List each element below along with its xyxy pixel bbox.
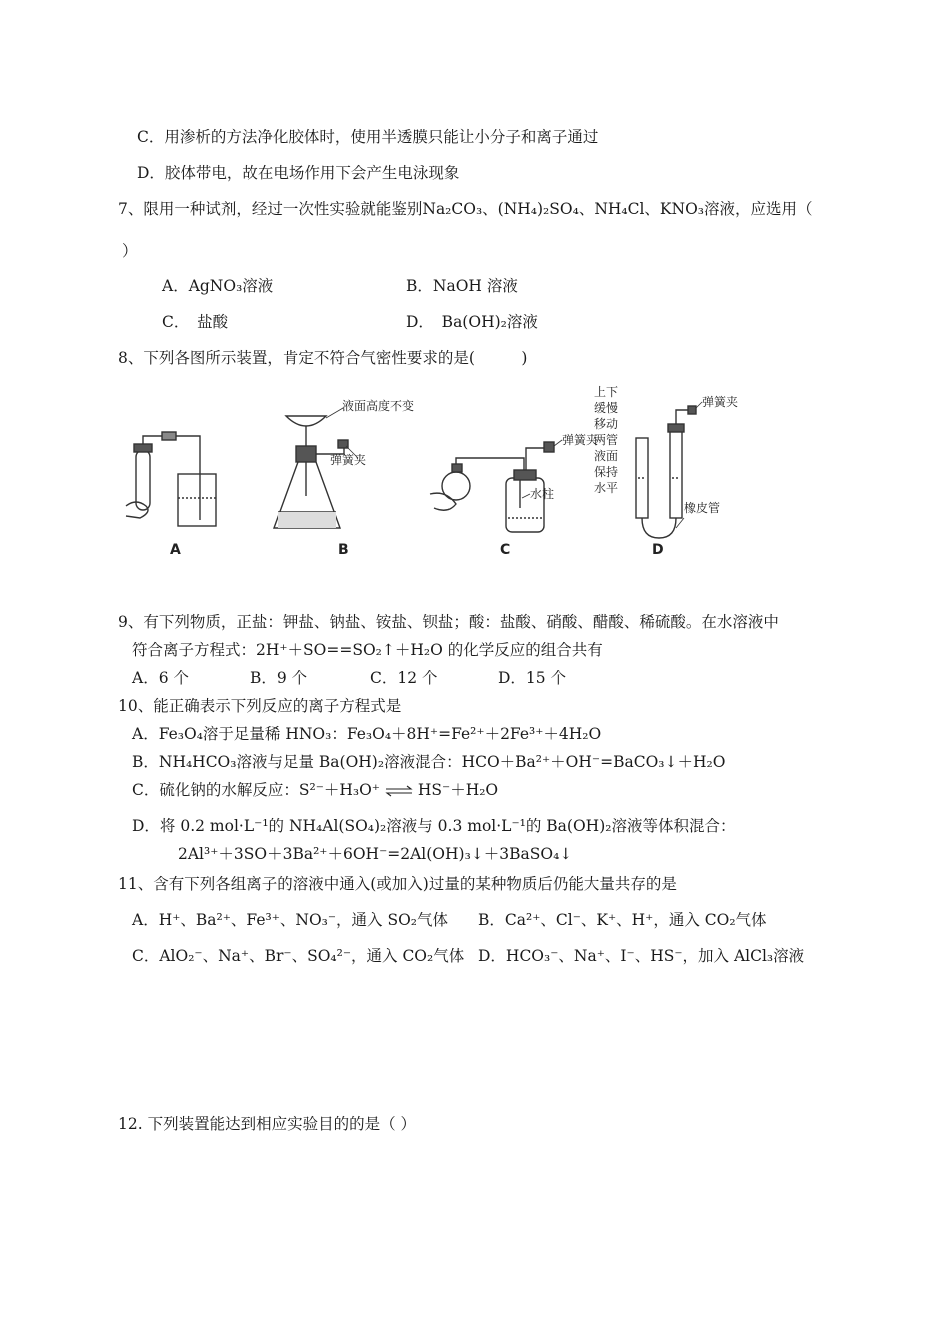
label-d: D <box>652 542 664 558</box>
q7-reagents: Na₂CO₃、(NH₄)₂SO₄、NH₄Cl、KNO₃ <box>422 200 704 218</box>
q9-option-c: C．12 个 <box>370 669 438 687</box>
q7-stem-close: ） <box>122 242 138 260</box>
q9-stem-line2: 符合离子方程式：2H⁺＋SO==SO₂↑＋H₂O 的化学反应的组合共有 <box>132 641 603 659</box>
move-text-line: 两管 <box>594 433 619 447</box>
q8-stem: 8、下列各图所示装置，肯定不符合气密性要求的是( ) <box>118 349 528 367</box>
move-text-line: 上下 <box>594 385 619 399</box>
q11-option-c: C．AlO₂⁻、Na⁺、Br⁻、SO₄²⁻，通入 CO₂气体 <box>132 947 465 965</box>
move-text-line: 缓慢 <box>594 401 619 415</box>
label-clamp-b: 弹簧夹 <box>330 453 367 467</box>
move-text-line: 保持 <box>594 465 619 479</box>
apparatus-b <box>274 416 348 528</box>
label-rubber-tube: 橡皮管 <box>684 501 721 515</box>
q7-option-b: B．NaOH 溶液 <box>406 277 518 295</box>
q9-option-a: A．6 个 <box>132 669 189 687</box>
q11-option-b: B．Ca²⁺、Cl⁻、K⁺、H⁺，通入 CO₂气体 <box>478 911 767 929</box>
q8-apparatus-figure <box>118 378 838 568</box>
apparatus-d <box>636 406 696 538</box>
label-b: B <box>338 542 349 558</box>
q6-option-d: D．胶体带电，故在电场作用下会产生电泳现象 <box>137 164 460 182</box>
q10-option-a: A．Fe₃O₄溶于足量稀 HNO₃：Fe₃O₄＋8H⁺=Fe²⁺＋2Fe³⁺＋4H₂O <box>132 725 602 743</box>
q7-stem-b: 溶液，应选用（ <box>704 200 813 218</box>
move-text-line: 液面 <box>594 449 619 463</box>
q7-option-d: D． Ba(OH)₂溶液 <box>406 313 538 331</box>
label-clamp-c: 弹簧夹 <box>562 433 599 447</box>
q10-stem: 10、能正确表示下列反应的离子方程式是 <box>118 697 402 715</box>
q7-stem <box>118 199 813 219</box>
label-liquid-level: 液面高度不变 <box>342 399 415 413</box>
q7-option-c: C． 盐酸 <box>162 313 229 331</box>
q9-option-d: D．15 个 <box>498 669 567 687</box>
q12-stem: 12. 下列装置能达到相应实验目的的是（ ） <box>118 1115 417 1133</box>
q11-option-d: D．HCO₃⁻、Na⁺、I⁻、HS⁻，加入 AlCl₃溶液 <box>478 947 805 965</box>
label-clamp-d: 弹簧夹 <box>702 395 739 409</box>
label-c: C <box>500 542 511 558</box>
q9-stem-line1: 9、有下列物质，正盐：钾盐、钠盐、铵盐、钡盐；酸：盐酸、硝酸、醋酸、稀硫酸。在水溶液中 <box>118 613 779 631</box>
move-text-line: 水平 <box>594 481 619 495</box>
q10-option-b: B．NH₄HCO₃溶液与足量 Ba(OH)₂溶液混合：HCO＋Ba²⁺＋OH⁻=BaCO₃↓＋H₂O <box>132 753 726 771</box>
q6-option-c: C．用渗析的方法净化胶体时，使用半透膜只能让小分子和离子通过 <box>137 128 599 146</box>
q10-option-d-line2: 2Al³⁺＋3SO＋3Ba²⁺＋6OH⁻=2Al(OH)₃↓＋3BaSO₄↓ <box>178 845 573 863</box>
equilibrium-arrow-icon <box>385 785 413 797</box>
q7-option-a: A．AgNO₃溶液 <box>162 277 274 295</box>
q10-option-c-left: C．硫化钠的水解反应：S²⁻＋H₃O⁺ <box>132 781 380 799</box>
q10-option-d-line1: D．将 0.2 mol·L⁻¹的 NH₄Al(SO₄)₂溶液与 0.3 mol·L⁻¹的 Ba(OH)₂溶液等体积混合： <box>132 817 736 835</box>
move-text-line: 移动 <box>594 417 619 431</box>
label-move-text <box>594 384 618 495</box>
label-a: A <box>170 542 181 558</box>
q7-stem-a: 7、限用一种试剂，经过一次性实验就能鉴别 <box>118 200 423 218</box>
q11-stem: 11、含有下列各组离子的溶液中通入(或加入)过量的某种物质后仍能大量共存的是 <box>118 875 677 893</box>
apparatus-a <box>126 432 216 526</box>
label-water-column: 水柱 <box>530 487 555 501</box>
q9-option-b: B．9 个 <box>250 669 308 687</box>
q11-option-a: A．H⁺、Ba²⁺、Fe³⁺、NO₃⁻，通入 SO₂气体 <box>132 911 449 929</box>
q10-option-c-right: HS⁻＋H₂O <box>417 781 499 799</box>
q10-option-c <box>132 780 498 800</box>
